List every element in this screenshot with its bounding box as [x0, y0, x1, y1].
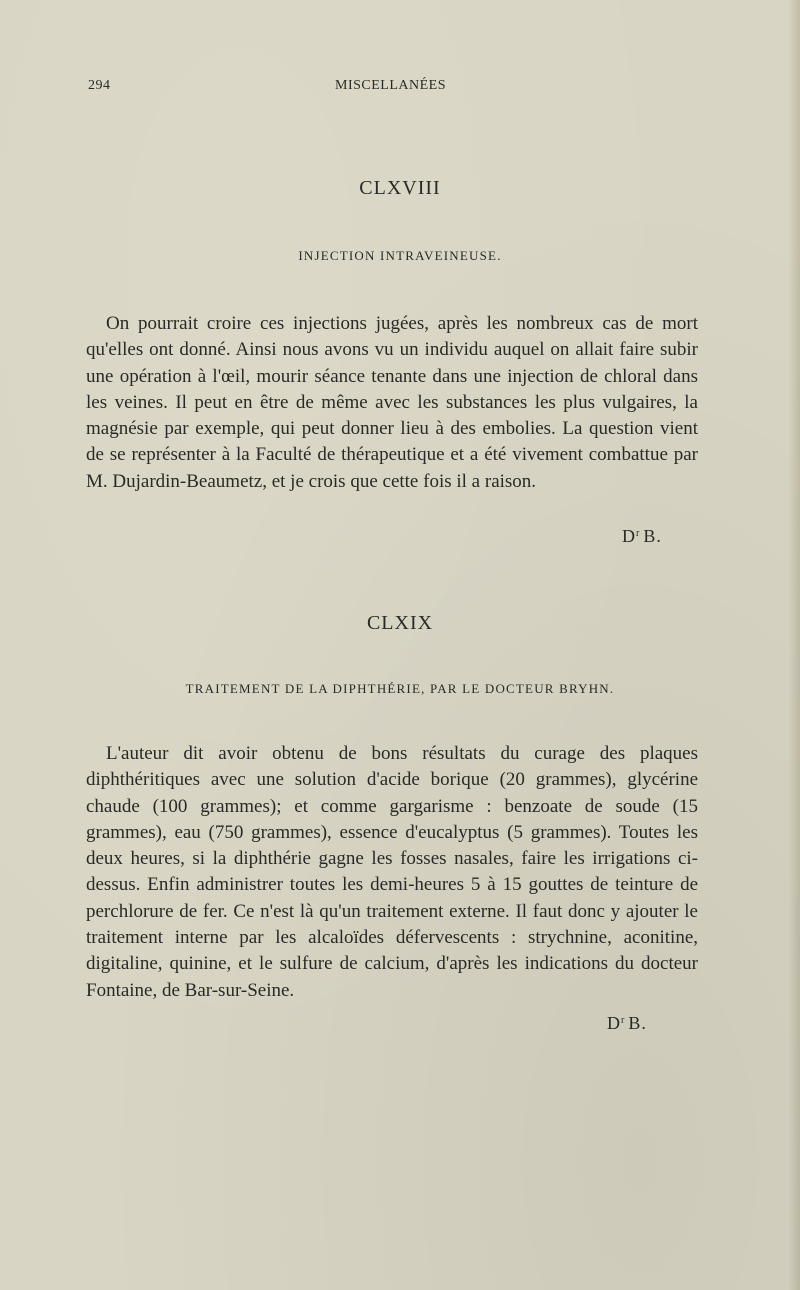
section-number: CLXIX	[366, 612, 434, 634]
running-header	[88, 78, 708, 98]
author-signature	[622, 526, 662, 547]
signature-superscript: r	[636, 528, 640, 539]
section-title: INJECTION INTRAVEINEUSE.	[298, 248, 502, 263]
author-signature	[607, 1013, 647, 1034]
page-number: 294	[88, 78, 111, 93]
section-number: CLXVIII	[359, 177, 441, 199]
section-body: L'auteur dit avoir obtenu de bons résultats du curage des plaques diphthéritiques avec une solution d'acide borique (20 grammes), glycérine chaude (100 grammes); et comme gargarisme : benzoate de soude (15 grammes), eau (750 grammes), essence d'eucalyptus (5 grammes). Toutes les deux heures, si la diphthérie gagne les fosses nasales, faire les irrigations ci-dessus. Enfin administrer toutes les demi-heures 5 à 15 gouttes de teinture de perchlorure de fer. Ce n'est là qu'un traitement externe. Il faut donc y ajouter le traitement interne par les alcaloïdes défervescents : strychnine, aconitine, digitaline, quinine, et le sulfure de calcium, d'après les indications du docteur Fontaine, de Bar-sur-Seine.	[86, 743, 698, 1001]
section-title: TRAITEMENT DE LA DIPHTHÉRIE, PAR LE DOCTEUR BRYHN.	[185, 681, 615, 696]
signature-name: B.	[628, 1013, 647, 1033]
running-title: MISCELLANÉES	[335, 78, 446, 93]
section-body: On pourrait croire ces injections jugées, après les nombreux cas de mort qu'elles ont donné. Ainsi nous avons vu un individu auquel on allait faire subir une opération à l'œil, mourir séance tenante dans une injection de chloral dans les veines. Il peut en être de même avec les substances les plus vulgaires, la magnésie par exemple, qui peut donner lieu à des embolies. La question vient de se représenter à la Faculté de thérapeutique et a été vivement combattue par M. Dujardin-Beaumetz, et je crois que cette fois il a raison.	[86, 313, 698, 492]
signature-superscript: r	[621, 1015, 625, 1026]
signature-name: B.	[643, 526, 662, 546]
signature-prefix: D	[622, 526, 636, 546]
signature-prefix: D	[607, 1013, 621, 1033]
